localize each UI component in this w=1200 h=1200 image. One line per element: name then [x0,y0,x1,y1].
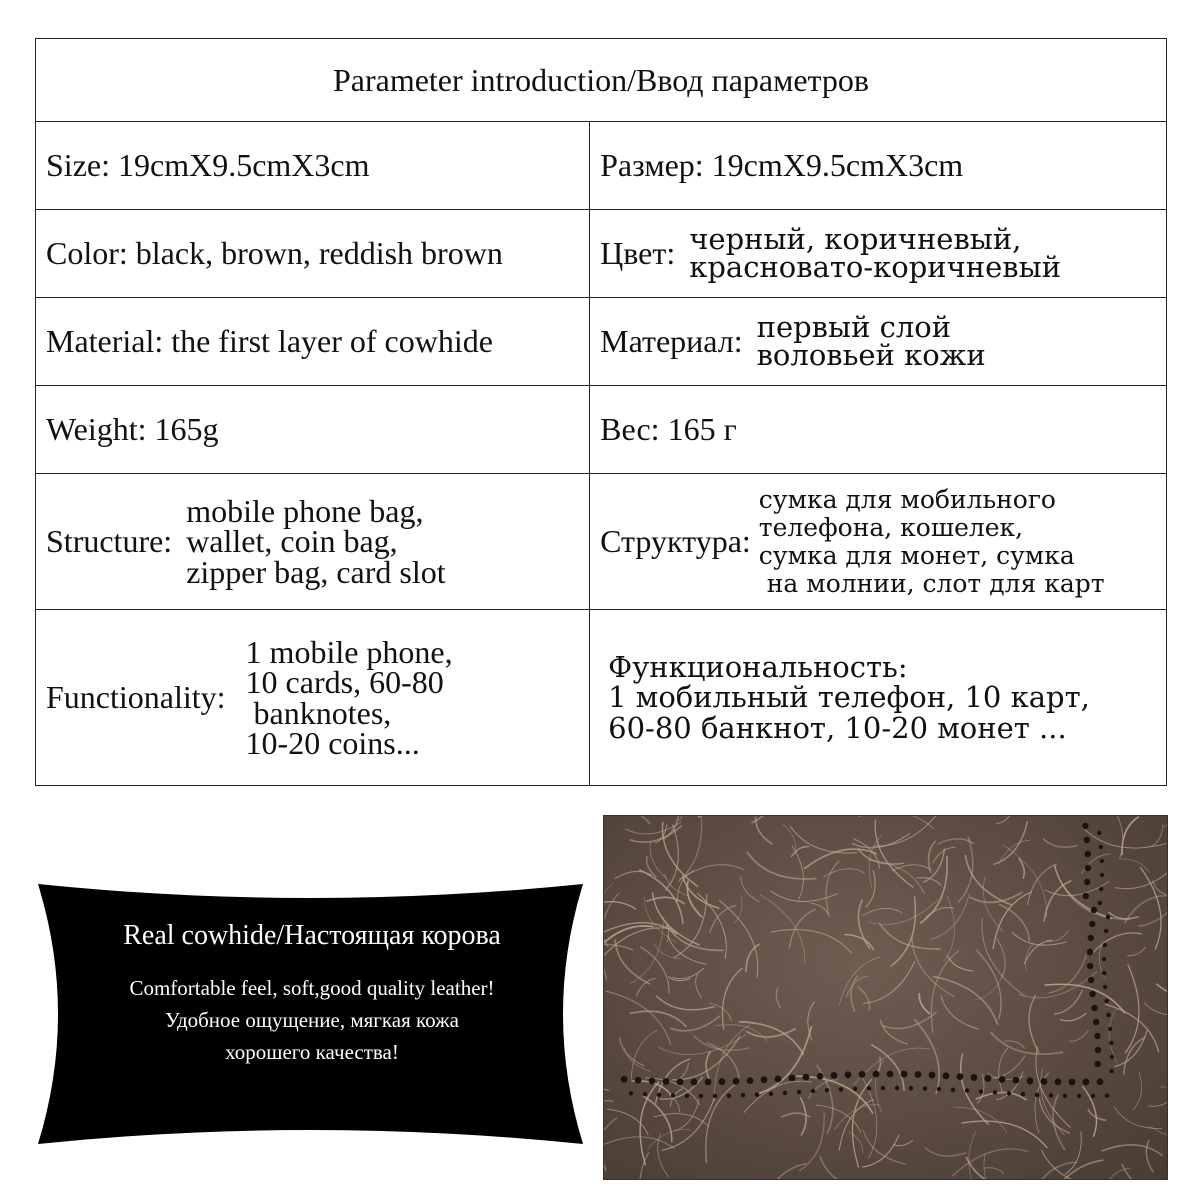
perforation-dot [1095,1047,1101,1053]
grain-line [604,902,636,911]
perforation-dot [1100,873,1104,877]
functionality-ru-line: 1 мобильный телефон, 10 карт, [608,680,1090,715]
grain-line [849,1132,863,1153]
parameter-table [35,38,1167,786]
perforation-dot [1103,943,1107,947]
structure-ru-line: сумка для монет, сумка [758,540,1075,570]
perforation-dot [1035,1093,1039,1097]
grain-line [644,897,676,943]
grain-line [1144,1003,1167,1015]
perforation-dot [873,1071,880,1078]
grain-line [999,1048,1008,1093]
grain-line [640,1152,655,1179]
grain-line [739,1022,804,1055]
grain-line [1081,854,1110,874]
grain-line [658,1133,669,1177]
grain-line [758,1164,806,1179]
perforation-dot [685,1094,689,1098]
grain-line [604,928,671,964]
color-en: Color: black, brown, reddish brown [36,210,590,298]
perforation-dot [643,1092,647,1096]
color-ru-line: красновато-коричневый [689,249,1062,284]
grain-line [1025,943,1033,971]
grain-line [892,865,931,871]
grain-line [656,996,714,1010]
perforation-dot [943,1072,950,1079]
grain-line [816,1105,861,1133]
perforation-dot [881,1086,885,1090]
perforation-dot [1069,1079,1076,1086]
perforation-dot [663,1078,670,1085]
grain-line [987,1056,1025,1079]
perforation-dot [1055,1078,1062,1085]
grain-line [982,918,1025,996]
grain-line [1122,817,1139,855]
perforation-dot [1094,1033,1100,1039]
grain-line [658,1034,746,1054]
grain-line [996,816,1014,824]
grain-line [1160,1052,1167,1087]
grain-line [770,891,837,902]
grain-line [710,1003,732,1021]
color-ru-label: Цвет: [600,234,676,271]
perforation-dot [747,1077,754,1084]
perforation-dot [993,1090,997,1094]
grain-line [1054,990,1082,1014]
grain-line [1041,1068,1065,1136]
grain-line [993,821,1027,864]
perforation-dot [825,1088,829,1092]
perforation-dot [1088,935,1094,941]
grain-line [929,841,936,873]
grain-line [858,987,870,1011]
grain-line [925,1148,966,1156]
grain-line [1164,816,1167,827]
perforation-dot [1108,1027,1112,1031]
perforation-dot [1007,1091,1011,1095]
perforation-dot [901,1071,908,1078]
structure-en-line: mobile phone bag, [186,492,424,529]
banner-line: Удобное ощущение, мягкая кожа [165,1008,459,1032]
structure-en [36,474,590,610]
grain-line [862,908,902,915]
perforation-dot [839,1087,843,1091]
grain-line [984,1153,1014,1179]
perforation-dot [859,1071,866,1078]
grain-line [820,1156,865,1179]
grain-line [1041,1150,1107,1179]
grain-line [1148,1091,1167,1107]
banner-line: Comfortable feel, soft,good quality leather! [129,976,495,1000]
grain-line [630,1011,687,1027]
grain-line [1088,1109,1106,1120]
grain-line [1122,1164,1167,1179]
perforation-dot [1094,1061,1100,1067]
perforation-dot [699,1094,703,1098]
grain-line [1091,933,1142,955]
perforation-dot [1106,1013,1110,1017]
grain-line [852,833,910,847]
grain-line [604,882,614,968]
perforation-dot [783,1091,787,1095]
grain-line [993,892,1032,949]
perforation-dot [971,1074,978,1081]
perforation-dot [775,1076,782,1083]
perforation-dot [1088,977,1094,983]
banner-title: Real cowhide/Настоящая корова [123,920,501,951]
perforation-dot [705,1079,712,1086]
grain-line [631,1030,657,1079]
perforation-dot [671,1093,675,1097]
grain-line [854,1048,930,1085]
perforation-dot [985,1075,992,1082]
grain-line [747,852,816,879]
functionality-en [36,610,590,786]
grain-line [1151,824,1162,846]
perforation-dot [1102,957,1106,961]
perforation-dot [853,1087,857,1091]
perforation-dot [1083,893,1089,899]
grain-line [771,930,852,953]
perforation-dot [1097,1078,1104,1085]
structure-ru [590,474,1167,610]
grain-line [983,1168,1004,1174]
perforation-dot [887,1071,894,1078]
grain-line [879,923,940,949]
grain-line [919,993,930,1014]
perforation-dot [629,1091,633,1095]
material-ru-line: воловьей кожи [756,337,986,372]
perforation-dot [727,1093,731,1097]
grain-line [912,936,954,997]
perforation-dot [831,1072,838,1079]
perforation-dot [1027,1078,1034,1085]
grain-line [916,878,941,886]
grain-line [719,900,758,977]
functionality-en-line: 10-20 coins... [245,724,420,761]
perforation-dot [1077,1094,1081,1098]
perforation-dot [1089,921,1095,927]
perforation-dot [1098,901,1102,905]
perforation-dot [1087,963,1093,969]
perforation-dot [1105,1093,1109,1097]
grain-line [943,896,954,962]
grain-line [752,816,787,823]
perforation-dot [741,1093,745,1097]
perforation-dot [915,1071,922,1078]
perforation-dot [1109,1041,1113,1045]
grain-line [1127,947,1145,955]
structure-ru-line: телефона, кошелек, [758,512,1024,542]
perforation-dot [1103,985,1107,989]
grain-line [999,904,1029,941]
perforation-dot [1106,915,1110,919]
grain-line [869,900,938,925]
perforation-dot [621,1076,628,1083]
perforation-dot [929,1072,936,1079]
grain-line [1044,984,1125,1013]
perforation-dot [817,1073,824,1080]
perforation-dot [965,1088,969,1092]
weight-en: Weight: 165g [36,386,590,474]
grain-line [1060,1013,1087,1021]
grain-line [679,865,744,880]
grain-line [741,876,760,901]
perforation-dot [845,1071,852,1078]
grain-line [891,897,915,967]
grain-line [604,1101,613,1132]
grain-line [698,816,747,817]
grain-line [858,899,869,948]
perforation-dot [1085,851,1091,857]
grain-line [756,817,773,845]
leather-texture [604,816,1167,1179]
perforation-dot [1097,831,1101,835]
perforation-dot [811,1089,815,1093]
grain-line [1119,859,1149,873]
perforation-dot [1104,929,1108,933]
grain-line [1150,1126,1167,1137]
grain-line [804,849,877,869]
grain-line [1029,995,1039,1053]
grain-line [1125,964,1139,1053]
perforation-dot [761,1076,768,1083]
perforation-dot [1091,1094,1095,1098]
perforation-dot [999,1076,1006,1083]
grain-line [672,968,704,979]
functionality-ru-line: Функциональность: [608,649,908,684]
grain-line [643,1096,672,1143]
size-en: Size: 19cmX9.5cmX3cm [36,122,590,210]
grain-line [941,996,979,1030]
size-ru: Размер: 19cmX9.5cmX3cm [590,122,1167,210]
perforation-dot [1110,1055,1114,1059]
perforation-dot [1084,837,1090,843]
grain-line [920,856,947,923]
grain-line [640,947,669,994]
perforation-dot [733,1078,740,1085]
perforation-dot [1083,1079,1090,1086]
grain-line [930,894,969,940]
grain-line [1114,1031,1147,1067]
perforation-dot [649,1077,656,1084]
grain-line [961,1054,989,1125]
perforation-dot [937,1087,941,1091]
grain-line [1105,1004,1159,1052]
weight-ru: Вес: 165 г [590,386,1167,474]
structure-ru-line: сумка для мобильного [758,484,1056,514]
structure-ru-line: на молнии, слот для карт [758,568,1105,598]
perforation-dot [1100,859,1104,863]
perforation-dot [691,1079,698,1086]
perforation-dot [797,1090,801,1094]
material-en: Material: the first layer of cowhide [36,298,590,386]
grain-line [953,1107,1007,1133]
grain-line [1069,1030,1088,1041]
grain-line [646,897,684,904]
perforation-dot [677,1078,684,1085]
perforation-dot [1104,999,1108,1003]
perforation-dot [1102,971,1106,975]
perforation-dot [979,1089,983,1093]
grain-line [866,870,875,907]
grain-line [696,974,702,998]
perforation-dot [1091,907,1097,913]
grain-line [722,968,742,1030]
grain-line [1044,881,1071,922]
grain-line [662,1095,716,1151]
color-ru-line: черный, коричневый, [689,221,1022,256]
perforation-dot [657,1093,661,1097]
structure-en-line: wallet, coin bag, [186,523,398,560]
grain-line [776,987,780,1007]
perforation-dot [1084,879,1090,885]
functionality-en-label: Functionality: [46,678,226,715]
grain-line [991,1032,1063,1054]
grain-line [1054,865,1112,919]
perforation-dot [867,1086,871,1090]
color-ru [590,210,1167,298]
grain-line [1114,1107,1162,1129]
grain-line [1133,1072,1142,1110]
grain-line [883,1012,937,1029]
grain-line [706,1051,711,1079]
perforation-dot [957,1073,964,1080]
grain-line [826,861,839,917]
perforation-dot [1049,1093,1053,1097]
table-title: Parameter introduction/Ввод параметров [36,39,1167,122]
perforation-dot [1013,1077,1020,1084]
grain-line [863,961,915,1004]
functionality-en-line: banknotes, [245,694,392,731]
grain-line [1115,858,1167,889]
perforation-dot [803,1074,810,1081]
grain-line [1028,864,1058,905]
functionality-en-line: 10 cards, 60-80 [245,664,444,701]
grain-line [760,895,805,963]
structure-ru-label: Структура: [600,522,751,559]
grain-line [1053,1095,1065,1150]
perforation-dot [1085,865,1091,871]
grain-line [958,836,972,902]
grain-line [1043,838,1078,847]
grain-line [662,822,698,887]
perforation-dot [713,1094,717,1098]
grain-line [924,908,954,920]
perforation-dot [1082,823,1088,829]
material-ru-label: Материал: [600,322,743,359]
grain-line [863,1130,906,1164]
perforation-dot [769,1092,773,1096]
perforation-dot [635,1077,642,1084]
real-cowhide-banner [38,884,583,1144]
perforation-dot [1109,1069,1113,1073]
grain-line [647,1130,690,1150]
functionality-ru-line: 60-80 банкнот, 10-20 монет ... [608,710,1067,745]
grain-line [677,816,689,821]
grain-line [1048,955,1086,993]
grain-line [1146,1140,1153,1172]
grain-line [670,1016,720,1031]
grain-line [1024,940,1053,964]
perforation-dot [895,1086,899,1090]
grain-line [1156,984,1167,1000]
grain-line [799,1113,824,1171]
grain-line [1109,1009,1117,1063]
grain-line [1064,886,1130,919]
grain-line [1012,932,1066,945]
grain-line [858,816,934,829]
functionality-en-line: 1 mobile phone, [245,633,453,670]
grain-line [604,816,650,824]
grain-line [1101,1145,1162,1156]
perforation-dot [1021,1092,1025,1096]
grain-line [714,1025,750,1101]
grain-line [811,903,828,914]
perforation-dot [789,1075,796,1082]
leather-texture-image [603,815,1168,1180]
grain-line [880,1020,908,1045]
grain-line [624,1048,651,1071]
grain-line [744,1081,812,1113]
material-ru-line: первый слой [756,309,952,344]
grain-line [1004,1041,1024,1049]
perforation-dot [719,1078,726,1085]
banner-line: хорошего качества! [225,1040,399,1064]
perforation-dot [1087,949,1093,955]
perforation-dot [755,1092,759,1096]
grain-line [875,819,913,887]
grain-line [734,895,742,924]
structure-en-label: Structure: [46,522,173,559]
perforation-dot [1063,1094,1067,1098]
perforation-dot [1099,845,1103,849]
grain-line [839,957,880,1005]
functionality-ru [590,610,1167,786]
perforation-dot [1089,991,1095,997]
perforation-dot [1041,1078,1048,1085]
grain-line [914,1019,939,1094]
grain-line [1103,816,1123,859]
perforation-dot [951,1088,955,1092]
grain-line [604,1137,674,1149]
material-ru [590,298,1167,386]
perforation-dot [909,1086,913,1090]
perforation-dot [1093,1019,1099,1025]
grain-line [800,1097,806,1135]
structure-en-line: zipper bag, card slot [186,553,446,590]
grain-line [1032,1162,1077,1179]
perforation-dot [923,1086,927,1090]
perforation-dot [1099,887,1103,891]
grain-line [604,1145,606,1171]
perforation-dot [1091,1005,1097,1011]
